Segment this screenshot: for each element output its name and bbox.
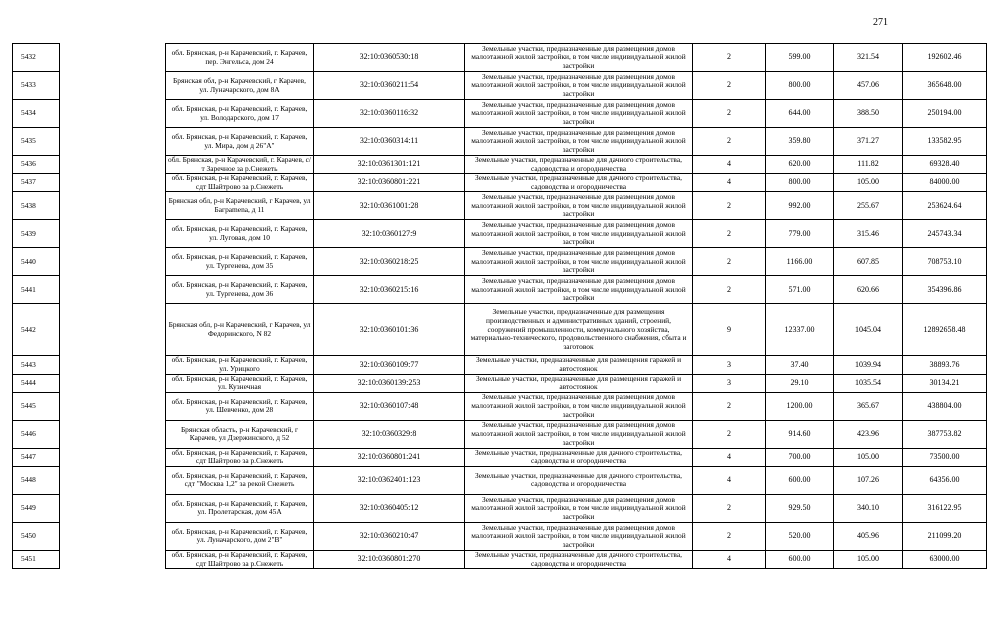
cadastral-number-cell: 32:10:0360329:8 [314, 420, 465, 448]
specific-value-cell: 423.96 [834, 420, 903, 448]
specific-value-cell: 105.00 [834, 550, 903, 568]
address-cell: обл. Брянская, р-н Карачевский, г. Карачев, ул. Тургенева, дом 36 [166, 276, 314, 304]
address-cell: обл. Брянская, р-н Карачевский, г. Карачев, ул. Пролетарская, дом 45А [166, 494, 314, 522]
specific-value-cell: 111.82 [834, 156, 903, 174]
specific-value-cell: 1045.04 [834, 304, 903, 356]
specific-value-cell: 457.06 [834, 72, 903, 100]
land-use-cell: Земельные участки, предназначенные для размещения домов малоэтажной жилой застройки, в том числе индивидуальной жилой застройки [465, 248, 693, 276]
land-use-cell: Земельные участки, предназначенные для размещения домов малоэтажной жилой застройки, в том числе индивидуальной жилой застройки [465, 276, 693, 304]
cadastral-number-cell: 32:10:0361001:28 [314, 192, 465, 220]
use-group-cell: 2 [693, 192, 766, 220]
use-group-cell: 2 [693, 522, 766, 550]
address-cell: Брянская область, р-н Карачевский, г Карачев, ул Дзержинского, д 52 [166, 420, 314, 448]
cadastral-number-cell: 32:10:0360530:18 [314, 44, 465, 72]
land-use-cell: Земельные участки, предназначенные для размещения домов малоэтажной жилой застройки, в том числе индивидуальной жилой застройки [465, 192, 693, 220]
table-row [13, 304, 987, 356]
use-group-cell: 3 [693, 356, 766, 374]
cadastral-number-cell: 32:10:0360107:48 [314, 392, 465, 420]
table-row [13, 276, 987, 304]
area-cell: 29.10 [766, 374, 834, 392]
spacer-cell [60, 448, 166, 466]
address-cell: Брянская обл, р-н Карачевский, г Карачев, ул Багрamenа, д 11 [166, 192, 314, 220]
row-number-cell: 5436 [13, 156, 60, 174]
address-cell: Брянская обл, р-н Карачевский, г Карачев, ул. Луначарского, дом 8А [166, 72, 314, 100]
specific-value-cell: 1039.94 [834, 356, 903, 374]
address-cell: обл. Брянская, р-н Карачевский, г. Карачев, ул. Луговая, дом 10 [166, 220, 314, 248]
specific-value-cell: 620.66 [834, 276, 903, 304]
table-row [13, 374, 987, 392]
table-row [13, 44, 987, 72]
row-number-cell: 5435 [13, 128, 60, 156]
area-cell: 12337.00 [766, 304, 834, 356]
row-number-cell: 5449 [13, 494, 60, 522]
cadastral-value-cell: 316122.95 [903, 494, 987, 522]
use-group-cell: 4 [693, 550, 766, 568]
address-cell: обл. Брянская, р-н Карачевский, г. Карачев, ул. Володарского, дом 17 [166, 100, 314, 128]
land-use-cell: Земельные участки, предназначенные для размещения гаражей и автостоянок [465, 374, 693, 392]
cadastral-number-cell: 32:10:0360405:12 [314, 494, 465, 522]
table-row [13, 128, 987, 156]
cadastral-value-cell: 38893.76 [903, 356, 987, 374]
table-row [13, 248, 987, 276]
address-cell: обл. Брянская, р-н Карачевский, г. Карачев, ул. Урицкого [166, 356, 314, 374]
cadastral-value-cell: 438804.00 [903, 392, 987, 420]
area-cell: 779.00 [766, 220, 834, 248]
cadastral-value-cell: 192602.46 [903, 44, 987, 72]
area-cell: 1166.00 [766, 248, 834, 276]
use-group-cell: 2 [693, 392, 766, 420]
table-row [13, 220, 987, 248]
address-cell: обл. Брянская, р-н Карачевский, г. Карачев, ул. Мира, дом д 26"А" [166, 128, 314, 156]
area-cell: 37.40 [766, 356, 834, 374]
row-number-cell: 5446 [13, 420, 60, 448]
use-group-cell: 2 [693, 494, 766, 522]
table-row [13, 174, 987, 192]
cadastral-value-cell: 250194.00 [903, 100, 987, 128]
spacer-cell [60, 494, 166, 522]
address-cell: обл. Брянская, р-н Карачевский, г. Карачев, пер. Энгельса, дом 24 [166, 44, 314, 72]
use-group-cell: 2 [693, 72, 766, 100]
area-cell: 1200.00 [766, 392, 834, 420]
area-cell: 644.00 [766, 100, 834, 128]
specific-value-cell: 340.10 [834, 494, 903, 522]
spacer-cell [60, 304, 166, 356]
row-number-cell: 5451 [13, 550, 60, 568]
row-number-cell: 5437 [13, 174, 60, 192]
specific-value-cell: 371.27 [834, 128, 903, 156]
table-row [13, 392, 987, 420]
land-use-cell: Земельные участки, предназначенные для размещения домов малоэтажной жилой застройки, в том числе индивидуальной жилой застройки [465, 220, 693, 248]
table-row [13, 356, 987, 374]
address-cell: обл. Брянская, р-н Карачевский, г. Карачев, ул. Тургенева, дом 35 [166, 248, 314, 276]
use-group-cell: 4 [693, 156, 766, 174]
land-use-cell: Земельные участки, предназначенные для размещения производственных и административных зданий, строений, сооружений промышленности, коммунального хозяйства, материально-технического, продовольственного снабжения, сбыта и заготовок [465, 304, 693, 356]
cadastral-number-cell: 32:10:0360218:25 [314, 248, 465, 276]
table-row [13, 72, 987, 100]
row-number-cell: 5440 [13, 248, 60, 276]
land-use-cell: Земельные участки, предназначенные для размещения домов малоэтажной жилой застройки, в том числе индивидуальной жилой застройки [465, 128, 693, 156]
table-row [13, 100, 987, 128]
land-use-cell: Земельные участки, предназначенные для размещения домов малоэтажной жилой застройки, в том числе индивидуальной жилой застройки [465, 44, 693, 72]
cadastral-value-cell: 84000.00 [903, 174, 987, 192]
use-group-cell: 2 [693, 220, 766, 248]
spacer-cell [60, 156, 166, 174]
spacer-cell [60, 356, 166, 374]
specific-value-cell: 107.26 [834, 466, 903, 494]
address-cell: обл. Брянская, р-н Карачевский, г. Карачев, сдт Шайтрово за р.Снежеть [166, 174, 314, 192]
use-group-cell: 4 [693, 466, 766, 494]
cadastral-number-cell: 32:10:0360314:11 [314, 128, 465, 156]
area-cell: 700.00 [766, 448, 834, 466]
cadastral-value-cell: 30134.21 [903, 374, 987, 392]
area-cell: 929.50 [766, 494, 834, 522]
row-number-cell: 5448 [13, 466, 60, 494]
area-cell: 600.00 [766, 466, 834, 494]
area-cell: 914.60 [766, 420, 834, 448]
land-use-cell: Земельные участки, предназначенные для дачного строительства, садоводства и огородничества [465, 466, 693, 494]
address-cell: обл. Брянская, р-н Карачевский, г. Карачев, ул. Луначарского, дом 2"В" [166, 522, 314, 550]
table-row [13, 192, 987, 220]
row-number-cell: 5444 [13, 374, 60, 392]
row-number-cell: 5445 [13, 392, 60, 420]
cadastral-number-cell: 32:10:0360215:16 [314, 276, 465, 304]
use-group-cell: 4 [693, 448, 766, 466]
table-row [13, 156, 987, 174]
area-cell: 620.00 [766, 156, 834, 174]
cadastral-value-cell: 365648.00 [903, 72, 987, 100]
specific-value-cell: 105.00 [834, 174, 903, 192]
table-row [13, 420, 987, 448]
land-register-table [12, 43, 987, 569]
cadastral-value-cell: 211099.20 [903, 522, 987, 550]
row-number-cell: 5434 [13, 100, 60, 128]
address-cell: обл. Брянская, р-н Карачевский, г. Карачев, сдт Шайтрово за р.Снежеть [166, 448, 314, 466]
spacer-cell [60, 44, 166, 72]
cadastral-number-cell: 32:10:0360211:54 [314, 72, 465, 100]
specific-value-cell: 607.85 [834, 248, 903, 276]
cadastral-number-cell: 32:10:0362401:123 [314, 466, 465, 494]
cadastral-value-cell: 69328.40 [903, 156, 987, 174]
area-cell: 359.80 [766, 128, 834, 156]
row-number-cell: 5450 [13, 522, 60, 550]
row-number-cell: 5441 [13, 276, 60, 304]
address-cell: обл. Брянская, р-н Карачевский, г. Карачев, с/т Заречное за р.Снежеть [166, 156, 314, 174]
use-group-cell: 2 [693, 420, 766, 448]
specific-value-cell: 105.00 [834, 448, 903, 466]
cadastral-number-cell: 32:10:0360109:77 [314, 356, 465, 374]
table-row [13, 550, 987, 568]
area-cell: 800.00 [766, 174, 834, 192]
cadastral-number-cell: 32:10:0360116:32 [314, 100, 465, 128]
use-group-cell: 2 [693, 44, 766, 72]
land-use-cell: Земельные участки, предназначенные для размещения домов малоэтажной жилой застройки, в том числе индивидуальной жилой застройки [465, 420, 693, 448]
cadastral-value-cell: 245743.34 [903, 220, 987, 248]
row-number-cell: 5442 [13, 304, 60, 356]
land-use-cell: Земельные участки, предназначенные для дачного строительства, садоводства и огородничества [465, 448, 693, 466]
area-cell: 600.00 [766, 550, 834, 568]
specific-value-cell: 1035.54 [834, 374, 903, 392]
land-use-cell: Земельные участки, предназначенные для размещения домов малоэтажной жилой застройки, в том числе индивидуальной жилой застройки [465, 392, 693, 420]
specific-value-cell: 321.54 [834, 44, 903, 72]
land-use-cell: Земельные участки, предназначенные для размещения домов малоэтажной жилой застройки, в том числе индивидуальной жилой застройки [465, 72, 693, 100]
spacer-cell [60, 550, 166, 568]
table-body [13, 44, 987, 569]
use-group-cell: 3 [693, 374, 766, 392]
cadastral-number-cell: 32:10:0360210:47 [314, 522, 465, 550]
specific-value-cell: 365.67 [834, 392, 903, 420]
cadastral-number-cell: 32:10:0361301:121 [314, 156, 465, 174]
spacer-cell [60, 100, 166, 128]
area-cell: 520.00 [766, 522, 834, 550]
cadastral-number-cell: 32:10:0360139:253 [314, 374, 465, 392]
use-group-cell: 2 [693, 100, 766, 128]
address-cell: обл. Брянская, р-н Карачевский, г. Карачев, ул. Кузнечная [166, 374, 314, 392]
cadastral-value-cell: 387753.82 [903, 420, 987, 448]
use-group-cell: 9 [693, 304, 766, 356]
spacer-cell [60, 192, 166, 220]
cadastral-value-cell: 73500.00 [903, 448, 987, 466]
page-number: 271 [873, 17, 888, 28]
area-cell: 992.00 [766, 192, 834, 220]
spacer-cell [60, 392, 166, 420]
cadastral-number-cell: 32:10:0360801:270 [314, 550, 465, 568]
area-cell: 599.00 [766, 44, 834, 72]
specific-value-cell: 405.96 [834, 522, 903, 550]
table-row [13, 448, 987, 466]
land-use-cell: Земельные участки, предназначенные для размещения домов малоэтажной жилой застройки, в том числе индивидуальной жилой застройки [465, 100, 693, 128]
spacer-cell [60, 174, 166, 192]
specific-value-cell: 315.46 [834, 220, 903, 248]
area-cell: 800.00 [766, 72, 834, 100]
use-group-cell: 4 [693, 174, 766, 192]
spacer-cell [60, 220, 166, 248]
land-use-cell: Земельные участки, предназначенные для размещения домов малоэтажной жилой застройки, в том числе индивидуальной жилой застройки [465, 494, 693, 522]
address-cell: Брянская обл, р-н Карачевский, г Карачев, ул Федоринского, N 82 [166, 304, 314, 356]
spacer-cell [60, 466, 166, 494]
cadastral-number-cell: 32:10:0360801:241 [314, 448, 465, 466]
spacer-cell [60, 128, 166, 156]
use-group-cell: 2 [693, 128, 766, 156]
land-use-cell: Земельные участки, предназначенные для дачного строительства, садоводства и огородничества [465, 550, 693, 568]
spacer-cell [60, 72, 166, 100]
spacer-cell [60, 248, 166, 276]
specific-value-cell: 255.67 [834, 192, 903, 220]
use-group-cell: 2 [693, 248, 766, 276]
row-number-cell: 5432 [13, 44, 60, 72]
table-row [13, 466, 987, 494]
specific-value-cell: 388.50 [834, 100, 903, 128]
row-number-cell: 5443 [13, 356, 60, 374]
land-use-cell: Земельные участки, предназначенные для дачного строительства, садоводства и огородничества [465, 156, 693, 174]
cadastral-value-cell: 708753.10 [903, 248, 987, 276]
spacer-cell [60, 276, 166, 304]
address-cell: обл. Брянская, р-н Карачевский, г. Карачев, ул. Шевченко, дом 28 [166, 392, 314, 420]
cadastral-number-cell: 32:10:0360127:9 [314, 220, 465, 248]
spacer-cell [60, 420, 166, 448]
land-use-cell: Земельные участки, предназначенные для размещения домов малоэтажной жилой застройки, в том числе индивидуальной жилой застройки [465, 522, 693, 550]
spacer-cell [60, 374, 166, 392]
address-cell: обл. Брянская, р-н Карачевский, г. Карачев, сдт Шайтрово за р.Снежеть [166, 550, 314, 568]
row-number-cell: 5438 [13, 192, 60, 220]
land-use-cell: Земельные участки, предназначенные для размещения гаражей и автостоянок [465, 356, 693, 374]
row-number-cell: 5439 [13, 220, 60, 248]
use-group-cell: 2 [693, 276, 766, 304]
table-row [13, 494, 987, 522]
spacer-cell [60, 522, 166, 550]
cadastral-value-cell: 133582.95 [903, 128, 987, 156]
cadastral-value-cell: 63000.00 [903, 550, 987, 568]
row-number-cell: 5447 [13, 448, 60, 466]
cadastral-value-cell: 354396.86 [903, 276, 987, 304]
address-cell: обл. Брянская, р-н Карачевский, г. Карачев, сдт "Москва 1,2" за рекой Снежеть [166, 466, 314, 494]
area-cell: 571.00 [766, 276, 834, 304]
land-use-cell: Земельные участки, предназначенные для дачного строительства, садоводства и огородничества [465, 174, 693, 192]
row-number-cell: 5433 [13, 72, 60, 100]
cadastral-number-cell: 32:10:0360801:221 [314, 174, 465, 192]
cadastral-number-cell: 32:10:0360101:36 [314, 304, 465, 356]
cadastral-value-cell: 12892658.48 [903, 304, 987, 356]
cadastral-value-cell: 253624.64 [903, 192, 987, 220]
cadastral-value-cell: 64356.00 [903, 466, 987, 494]
table-row [13, 522, 987, 550]
